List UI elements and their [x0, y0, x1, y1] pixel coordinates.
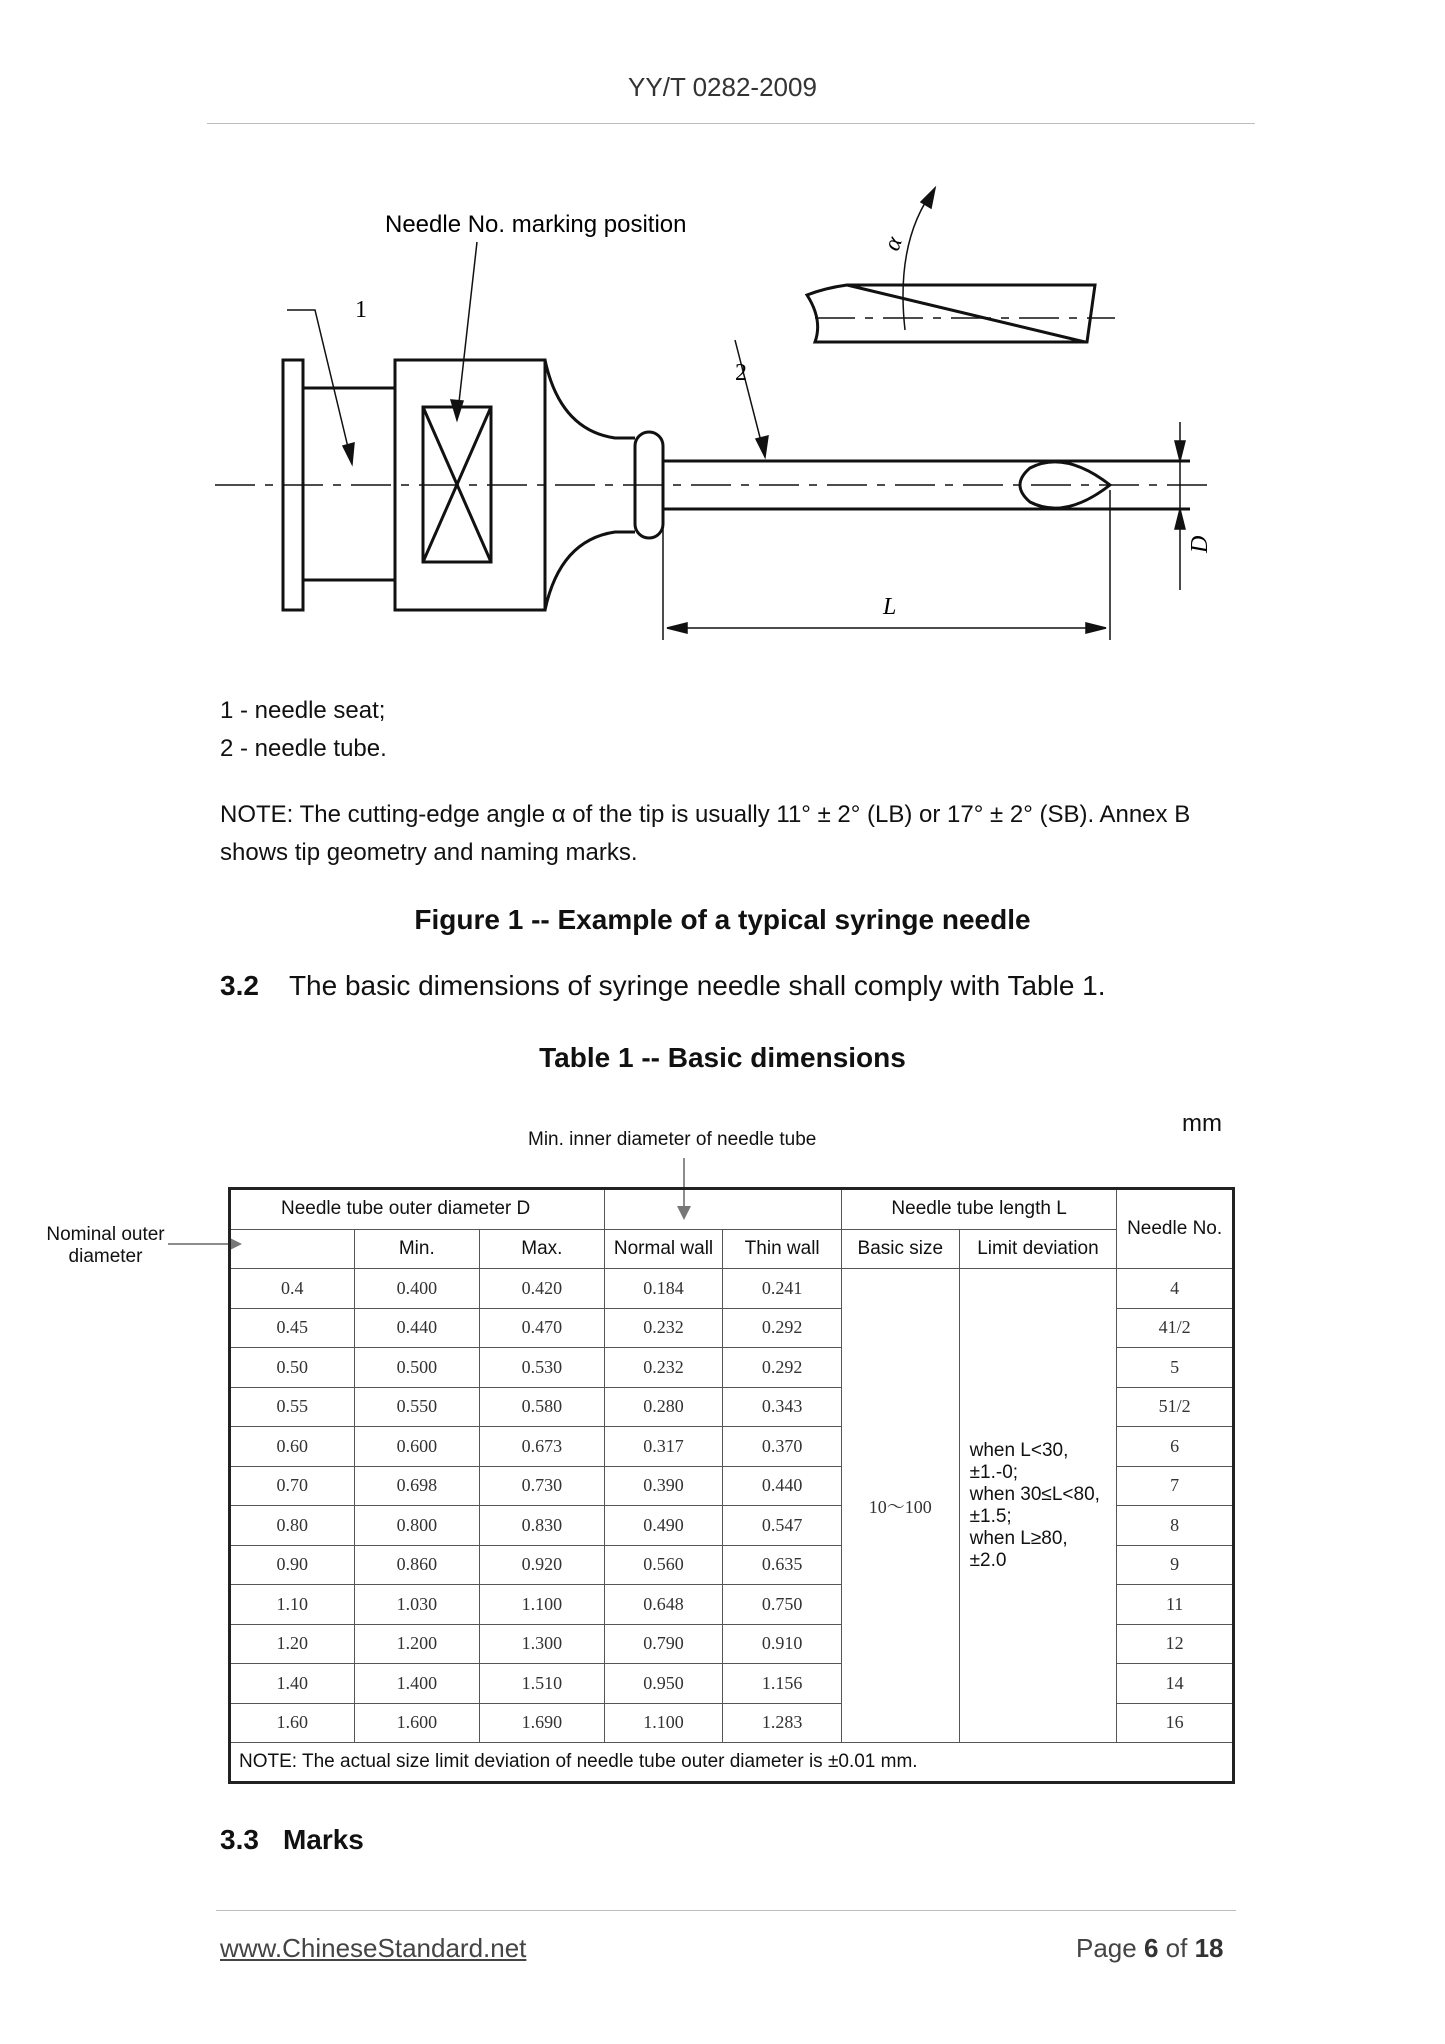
clause-3-2-number: 3.2 — [220, 970, 259, 1001]
clause-3-2-text: The basic dimensions of syringe needle shall comply with Table 1. — [288, 970, 1106, 1001]
cell-min: 1.600 — [354, 1703, 480, 1743]
cell-thin-wall: 0.241 — [723, 1269, 842, 1309]
cell-min: 0.400 — [354, 1269, 480, 1309]
cell-max: 0.420 — [480, 1269, 605, 1309]
cell-nominal: 0.60 — [230, 1427, 355, 1467]
cell-thin-wall: 0.910 — [723, 1624, 842, 1664]
th-max: Max. — [480, 1229, 605, 1269]
cell-nominal: 0.55 — [230, 1387, 355, 1427]
header-rule — [207, 123, 1255, 124]
cell-needle-no: 7 — [1117, 1466, 1234, 1506]
cell-nominal: 0.70 — [230, 1466, 355, 1506]
figure-label-D: D — [1187, 535, 1213, 553]
cell-normal-wall: 0.317 — [604, 1427, 723, 1467]
marking-callout: Needle No. marking position — [385, 211, 687, 238]
cell-thin-wall: 0.292 — [723, 1308, 842, 1348]
cell-normal-wall: 0.490 — [604, 1506, 723, 1546]
cell-min: 0.500 — [354, 1348, 480, 1388]
cell-thin-wall: 0.440 — [723, 1466, 842, 1506]
clause-3-2 — [220, 970, 1106, 1002]
footer-page-word: Page — [1076, 1933, 1137, 1963]
cell-needle-no: 14 — [1117, 1664, 1234, 1704]
cell-thin-wall: 0.635 — [723, 1545, 842, 1585]
cell-thin-wall: 0.750 — [723, 1585, 842, 1625]
footer-page-total: 18 — [1194, 1933, 1224, 1963]
clause-3-3-title: Marks — [282, 1824, 364, 1855]
figure-label-1: 1 — [355, 297, 367, 323]
cell-max: 0.920 — [480, 1545, 605, 1585]
figure-1-drawing — [215, 170, 1255, 650]
cell-min: 0.860 — [354, 1545, 480, 1585]
cell-needle-no: 51/2 — [1117, 1387, 1234, 1427]
footer-website-link[interactable]: www.ChineseStandard.net — [220, 1933, 527, 1963]
cell-needle-no: 41/2 — [1117, 1308, 1234, 1348]
figure-legend-1: 1 - needle seat; — [220, 697, 386, 724]
figure-caption: Figure 1 -- Example of a typical syringe needle — [414, 904, 1031, 935]
cell-normal-wall: 1.100 — [604, 1703, 723, 1743]
limit-line: when L<30, — [969, 1439, 1069, 1461]
cell-normal-wall: 0.790 — [604, 1624, 723, 1664]
footer-page-of: of — [1165, 1933, 1188, 1963]
figure-note: NOTE: The cutting-edge angle α of the tip is usually 11° ± 2° (LB) or 17° ± 2° (SB). Annex B shows tip geometry and naming marks. — [220, 801, 1191, 866]
cell-min: 0.698 — [354, 1466, 480, 1506]
cell-needle-no: 12 — [1117, 1624, 1234, 1664]
cell-thin-wall: 1.283 — [723, 1703, 842, 1743]
cell-nominal: 0.45 — [230, 1308, 355, 1348]
cell-max: 1.690 — [480, 1703, 605, 1743]
cell-normal-wall: 0.560 — [604, 1545, 723, 1585]
th-inner-diameter-blank — [604, 1189, 841, 1230]
cell-min: 0.550 — [354, 1387, 480, 1427]
th-nominal-blank — [230, 1229, 355, 1269]
cell-limit-deviation — [959, 1269, 1117, 1743]
cell-normal-wall: 0.232 — [604, 1308, 723, 1348]
cell-thin-wall: 0.547 — [723, 1506, 842, 1546]
basic-dimensions-table — [228, 1187, 1235, 1784]
table-note-row — [230, 1743, 1234, 1783]
footer-page-current: 6 — [1143, 1933, 1159, 1963]
th-thin-wall: Thin wall — [723, 1229, 842, 1269]
cell-nominal: 1.10 — [230, 1585, 355, 1625]
cell-normal-wall: 0.390 — [604, 1466, 723, 1506]
cell-min: 0.440 — [354, 1308, 480, 1348]
limit-line: when 30≤L<80, — [969, 1483, 1100, 1505]
annotation-nominal-diameter: Nominal outer diameter — [46, 1224, 165, 1267]
cell-needle-no: 9 — [1117, 1545, 1234, 1585]
cell-needle-no: 16 — [1117, 1703, 1234, 1743]
annotation-inner-diameter: Min. inner diameter of needle tube — [528, 1129, 817, 1150]
cell-min: 0.800 — [354, 1506, 480, 1546]
table-header-row-2 — [230, 1229, 1234, 1269]
figure-label-L: L — [883, 594, 897, 620]
cell-needle-no: 11 — [1117, 1585, 1234, 1625]
seat-body — [303, 388, 395, 580]
figure-legend-2: 2 - needle tube. — [220, 735, 387, 762]
cell-nominal: 1.20 — [230, 1624, 355, 1664]
cell-min: 1.030 — [354, 1585, 480, 1625]
cell-needle-no: 6 — [1117, 1427, 1234, 1467]
cell-needle-no: 4 — [1117, 1269, 1234, 1309]
limit-line: when L≥80, — [969, 1527, 1068, 1549]
clause-3-3-number: 3.3 — [220, 1824, 259, 1855]
limit-line: ±2.0 — [969, 1549, 1007, 1571]
th-outer-diameter: Needle tube outer diameter D — [230, 1189, 605, 1230]
cell-nominal: 0.90 — [230, 1545, 355, 1585]
cell-max: 0.470 — [480, 1308, 605, 1348]
cell-max: 1.300 — [480, 1624, 605, 1664]
table-header-row-1 — [230, 1189, 1234, 1230]
cell-thin-wall: 0.343 — [723, 1387, 842, 1427]
cell-max: 0.580 — [480, 1387, 605, 1427]
cell-normal-wall: 0.950 — [604, 1664, 723, 1704]
th-limit-deviation: Limit deviation — [959, 1229, 1117, 1269]
cell-min: 0.600 — [354, 1427, 480, 1467]
limit-line: ±1.5; — [969, 1505, 1012, 1527]
cell-normal-wall: 0.232 — [604, 1348, 723, 1388]
cell-nominal: 0.50 — [230, 1348, 355, 1388]
cell-basic-size: 10～100 — [841, 1269, 959, 1743]
hub-taper-top — [545, 360, 635, 438]
figure-label-alpha: α — [879, 233, 908, 255]
cell-min: 1.200 — [354, 1624, 480, 1664]
table-unit: mm — [1182, 1110, 1222, 1137]
figure-label-2: 2 — [735, 360, 747, 386]
cell-thin-wall: 1.156 — [723, 1664, 842, 1704]
table-note: NOTE: The actual size limit deviation of needle tube outer diameter is ±0.01 mm. — [230, 1743, 1234, 1783]
cell-thin-wall: 0.370 — [723, 1427, 842, 1467]
th-needle-no: Needle No. — [1117, 1189, 1234, 1269]
cell-normal-wall: 0.648 — [604, 1585, 723, 1625]
th-normal-wall: Normal wall — [604, 1229, 723, 1269]
cell-max: 1.100 — [480, 1585, 605, 1625]
cell-normal-wall: 0.280 — [604, 1387, 723, 1427]
hub-taper-bottom — [545, 532, 635, 610]
cell-max: 0.530 — [480, 1348, 605, 1388]
cell-nominal: 0.80 — [230, 1506, 355, 1546]
cell-max: 0.730 — [480, 1466, 605, 1506]
limit-line: ±1.-0; — [969, 1461, 1019, 1483]
cell-nominal: 0.4 — [230, 1269, 355, 1309]
th-tube-length: Needle tube length L — [841, 1189, 1116, 1230]
cell-needle-no: 5 — [1117, 1348, 1234, 1388]
cell-needle-no: 8 — [1117, 1506, 1234, 1546]
cell-max: 0.830 — [480, 1506, 605, 1546]
cell-normal-wall: 0.184 — [604, 1269, 723, 1309]
th-min: Min. — [354, 1229, 480, 1269]
cell-max: 0.673 — [480, 1427, 605, 1467]
header-standard-no: YY/T 0282-2009 — [628, 72, 817, 102]
cell-nominal: 1.40 — [230, 1664, 355, 1704]
cell-max: 1.510 — [480, 1664, 605, 1704]
footer-rule — [216, 1910, 1236, 1911]
table-row — [230, 1269, 1234, 1309]
cell-nominal: 1.60 — [230, 1703, 355, 1743]
cell-min: 1.400 — [354, 1664, 480, 1704]
table-caption: Table 1 -- Basic dimensions — [539, 1042, 906, 1073]
footer-page-indicator — [1076, 1933, 1224, 1964]
clause-3-3 — [220, 1824, 364, 1856]
cell-thin-wall: 0.292 — [723, 1348, 842, 1388]
th-basic-size: Basic size — [841, 1229, 959, 1269]
